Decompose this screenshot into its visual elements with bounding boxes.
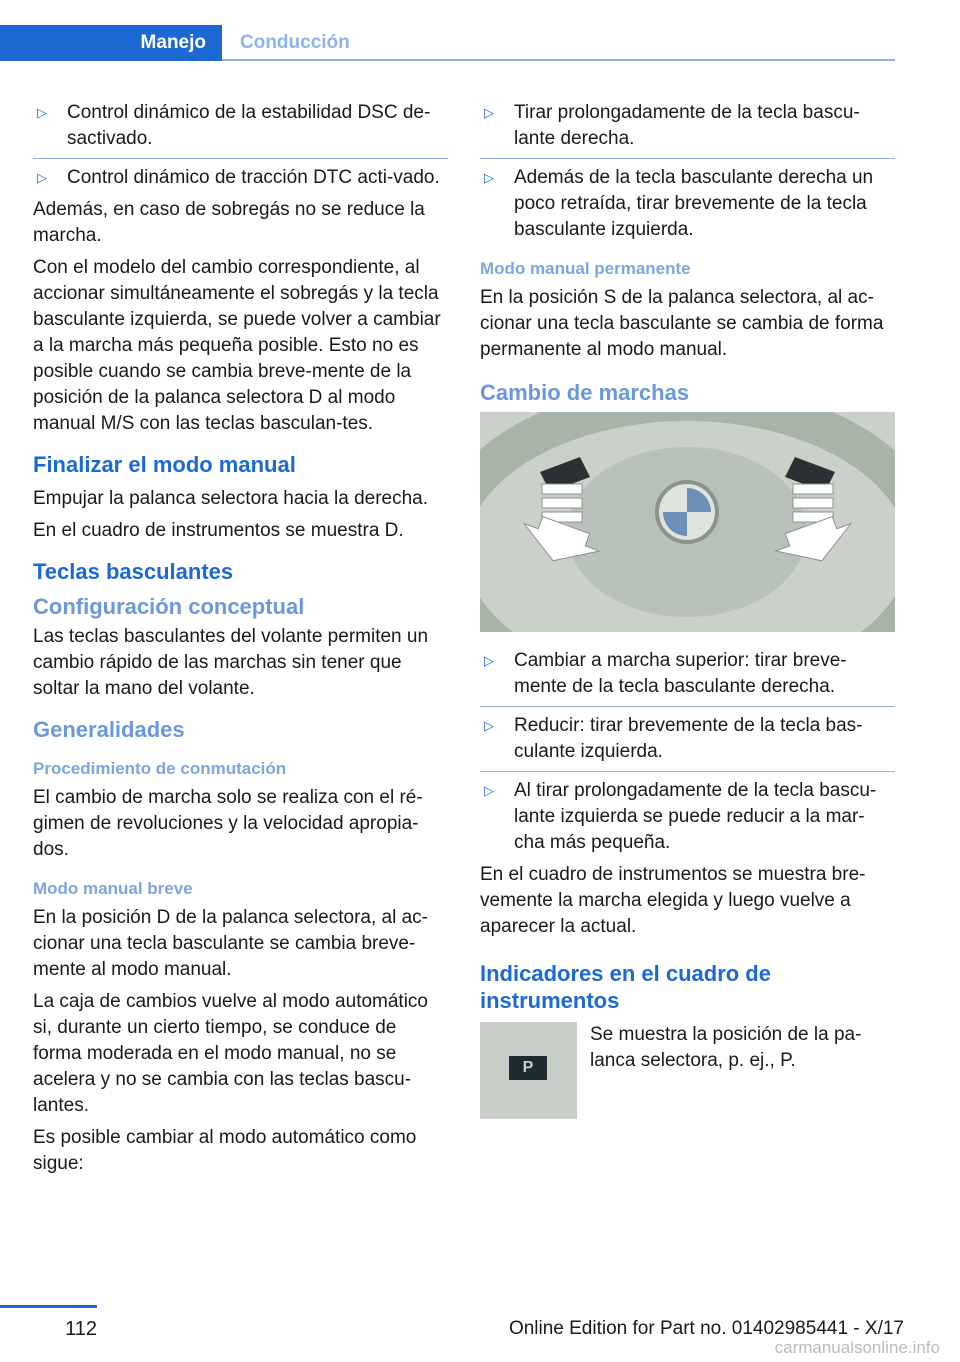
gear-p-icon: P <box>509 1056 547 1080</box>
triangle-bullet-icon: ▷ <box>37 170 47 185</box>
divider <box>33 158 448 159</box>
heading-modo-permanente: Modo manual permanente <box>480 259 691 278</box>
edition-note: Online Edition for Part no. 01402985441 - X/17 <box>508 1318 904 1339</box>
list-item <box>480 778 895 856</box>
footer-line <box>0 1305 97 1308</box>
heading-configuracion: Configuración conceptual <box>33 594 305 619</box>
triangle-bullet-icon: ▷ <box>484 653 494 668</box>
left-column <box>33 100 448 1183</box>
divider <box>480 158 895 159</box>
gear-indicator-image <box>480 1022 577 1119</box>
steering-wheel-illustration <box>480 412 895 632</box>
heading-procedimiento: Procedimiento de conmutación <box>33 759 287 778</box>
paragraph: Las teclas basculantes del volante permiten un cambio rápido de las marchas sin tener que soltar la mano del volante. <box>33 626 429 699</box>
list-item <box>33 165 448 191</box>
tab-manejo[interactable] <box>0 25 222 61</box>
list-item <box>33 100 448 152</box>
triangle-bullet-icon: ▷ <box>37 105 47 120</box>
indicator-description: Se muestra la posición de la pa-lanca selectora, p. ej., P. <box>590 1024 862 1071</box>
indicator-block <box>480 1022 895 1119</box>
paragraph: En la posición D de la palanca selectora, al ac-cionar una tecla basculante se cambia breve-mente al modo manual. <box>33 907 429 980</box>
right-column <box>480 100 895 1119</box>
heading-teclas: Teclas basculantes <box>33 559 234 584</box>
heading-cambio-marchas: Cambio de marchas <box>480 380 690 405</box>
paragraph: La caja de cambios vuelve al modo automático si, durante un cierto tiempo, se conduce de forma moderada en el modo manual, no se acelera y no se cambia con las teclas bascu-lantes. <box>33 991 429 1116</box>
paragraph: Además, en caso de sobregás no se reduce la marcha. <box>33 199 425 246</box>
list-item-text: Al tirar prolongadamente de la tecla bascu-lante izquierda se puede reducir a la mar-cha más pequeña. <box>514 780 877 853</box>
paragraph: Es posible cambiar al modo automático como sigue: <box>33 1127 417 1174</box>
paragraph: En el cuadro de instrumentos se muestra bre-vemente la marcha elegida y luego vuelve a aparecer la actual. <box>480 864 866 937</box>
triangle-bullet-icon: ▷ <box>484 783 494 798</box>
list-item-text: Reducir: tirar brevemente de la tecla bas-culante izquierda. <box>514 715 863 762</box>
paragraph: Con el modelo del cambio correspondiente, al accionar simultáneamente el sobregás y la tecla basculante izquierda, se puede volver a cambiar a la marcha más pequeña posible. Esto no es posible cuando se cambia breve-mente de la posición de la palanca selectora D al modo manual M/S con las teclas basculan-tes. <box>33 257 441 434</box>
triangle-bullet-icon: ▷ <box>484 105 494 120</box>
tab-underline <box>222 59 895 61</box>
heading-modo-breve: Modo manual breve <box>33 879 193 898</box>
triangle-bullet-icon: ▷ <box>484 170 494 185</box>
list-item <box>480 100 895 152</box>
page-number: 112 <box>65 1318 97 1340</box>
list-item <box>480 648 895 700</box>
tab-conduccion[interactable] <box>222 25 895 61</box>
paragraph: Empujar la palanca selectora hacia la derecha. <box>33 488 429 509</box>
triangle-bullet-icon: ▷ <box>484 718 494 733</box>
heading-indicadores: Indicadores en el cuadro de instrumentos <box>480 961 771 1013</box>
list-item-text: Control dinámico de tracción DTC acti-vado. <box>67 167 440 188</box>
watermark: carmanualsonline.info <box>774 1338 940 1357</box>
paragraph: En el cuadro de instrumentos se muestra D. <box>33 520 404 541</box>
paragraph: En la posición S de la palanca selectora, al ac-cionar una tecla basculante se cambia de forma permanente al modo manual. <box>480 287 884 360</box>
divider <box>480 706 895 707</box>
tab-manejo-label: Manejo <box>140 32 206 53</box>
list-item-text: Además de la tecla basculante derecha un poco retraída, tirar brevemente de la tecla basculante izquierda. <box>514 167 874 240</box>
heading-generalidades: Generalidades <box>33 717 185 742</box>
heading-finalizar: Finalizar el modo manual <box>33 452 296 477</box>
section-tab-bar <box>0 25 895 61</box>
divider <box>480 771 895 772</box>
bmw-logo-icon <box>657 482 717 542</box>
list-item-text: Tirar prolongadamente de la tecla bascu-lante derecha. <box>514 102 860 149</box>
tab-conduccion-label: Conducción <box>240 32 350 53</box>
list-item <box>480 713 895 765</box>
list-item <box>480 165 895 243</box>
list-item-text: Cambiar a marcha superior: tirar breve-mente de la tecla basculante derecha. <box>514 650 847 697</box>
list-item-text: Control dinámico de la estabilidad DSC de-sactivado. <box>67 102 431 149</box>
paragraph: El cambio de marcha solo se realiza con el ré-gimen de revoluciones y la velocidad apropia-dos. <box>33 787 423 860</box>
